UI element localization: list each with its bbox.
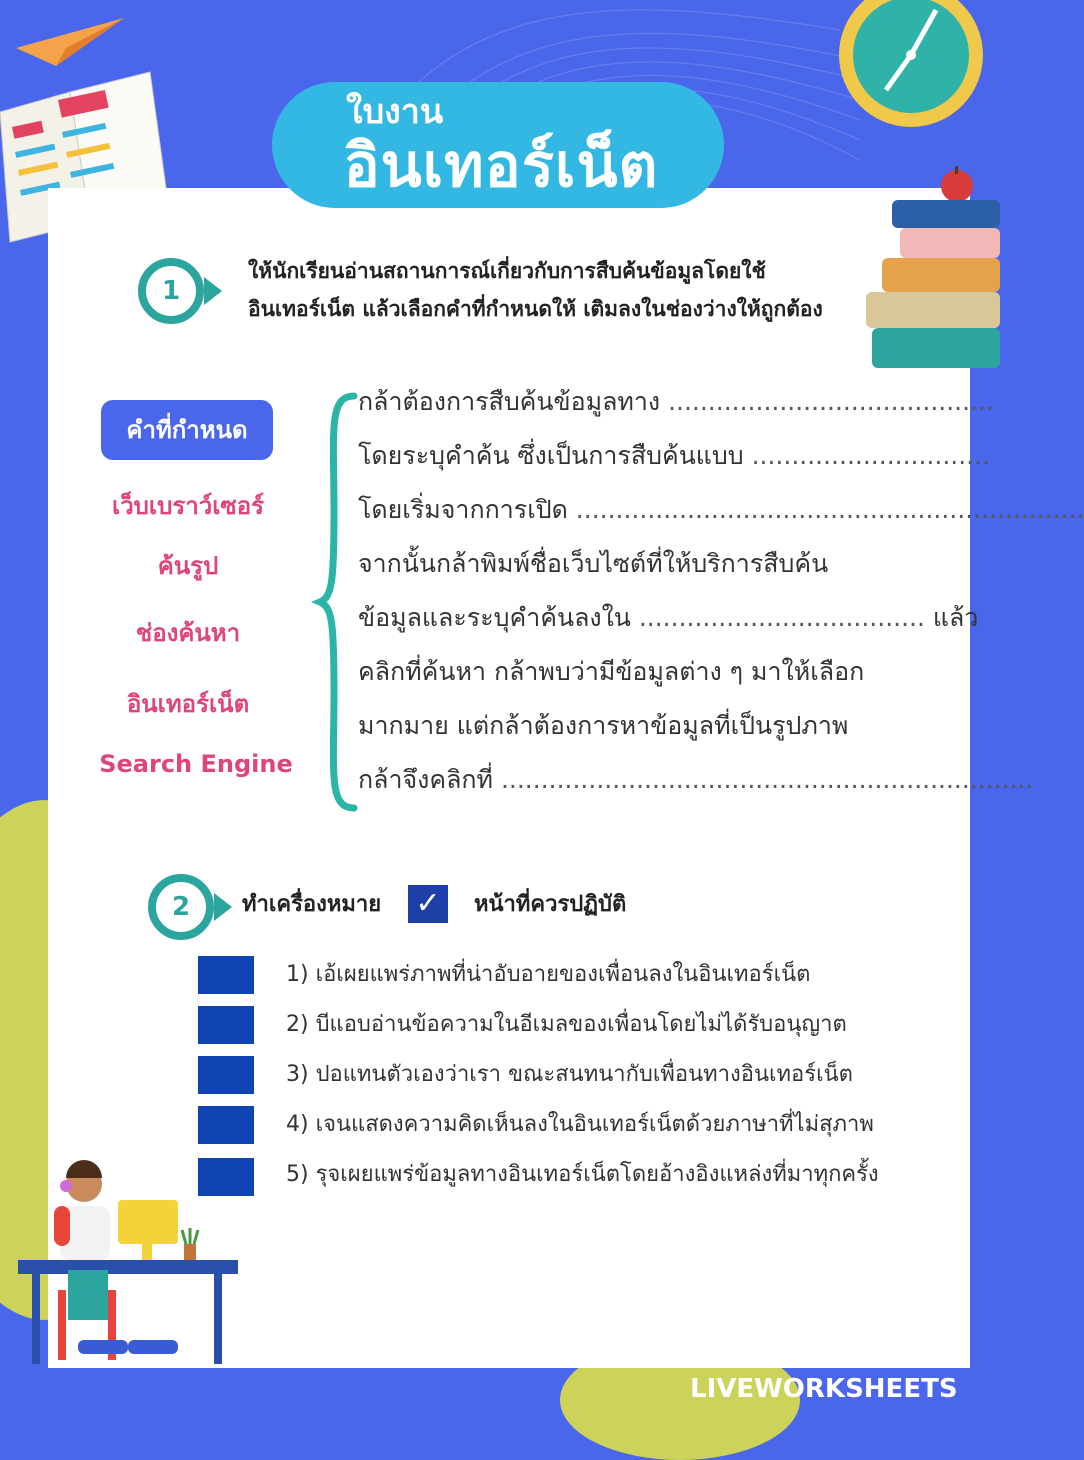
- blank-field[interactable]: ...................................................................: [500, 765, 1034, 794]
- keyword-item: อินเทอร์เน็ต: [126, 690, 250, 718]
- section-2-instruction-after: หน้าที่ควรปฏิบัติ: [474, 892, 627, 917]
- curly-brace-decoration: [318, 392, 358, 812]
- section-1-instruction-line-1: ให้นักเรียนอ่านสถานการณ์เกี่ยวกับการสืบค้นข้อมูลโดยใช้: [248, 259, 766, 283]
- keyword-item: ค้นรูป: [157, 552, 219, 580]
- passage-line-1: กล้าต้องการสืบค้นข้อมูลทาง .........................................: [358, 387, 994, 416]
- worksheet-label: ใบงาน: [346, 92, 444, 132]
- section-1-number-badge: 1: [138, 258, 204, 324]
- answer-checkbox-4[interactable]: [198, 1106, 254, 1144]
- statement-item-5: 5) รุจเผยแพร่ข้อมูลทางอินเทอร์เน็ตโดยอ้างอิงแหล่งที่มาทุกครั้ง: [286, 1162, 879, 1187]
- blank-field[interactable]: ....................................: [638, 603, 925, 632]
- section-2-badge-pointer: [214, 893, 232, 921]
- statement-item-4: 4) เจนแสดงความคิดเห็นลงในอินเทอร์เน็ตด้วยภาษาที่ไม่สุภาพ: [286, 1112, 874, 1137]
- passage-line-8: กล้าจึงคลิกที่ ...................................................................: [358, 765, 1034, 794]
- answer-checkbox-1[interactable]: [198, 956, 254, 994]
- statement-item-3: 3) ปอแทนตัวเองว่าเรา ขณะสนทนากับเพื่อนทางอินเทอร์เน็ต: [286, 1062, 853, 1087]
- statement-item-2: 2) บีแอบอ่านข้อความในอีเมลของเพื่อนโดยไม่ได้รับอนุญาต: [286, 1012, 847, 1037]
- blank-field[interactable]: ................................................................: [575, 495, 1084, 524]
- passage-line-7: มากมาย แต่กล้าต้องการหาข้อมูลที่เป็นรูปภาพ: [358, 711, 849, 740]
- keyword-box-label: คำที่กำหนด: [101, 400, 273, 460]
- student-at-computer-icon: [18, 1160, 258, 1375]
- liveworksheets-brand: LIVEWORKSHEETS: [690, 1374, 958, 1404]
- passage-line-5: ข้อมูลและระบุคำค้นลงใน .................................... แล้ว: [358, 603, 979, 632]
- passage-line-4: จากนั้นกล้าพิมพ์ชื่อเว็บไซต์ที่ให้บริการสืบค้น: [358, 549, 829, 578]
- passage-line-3: โดยเริ่มจากการเปิด ................................................................: [358, 495, 1084, 524]
- blank-field[interactable]: .........................................: [668, 387, 994, 416]
- blank-field[interactable]: ..............................: [751, 441, 990, 470]
- answer-checkbox-2[interactable]: [198, 1006, 254, 1044]
- section-2-instruction-before: ทำเครื่องหมาย: [242, 892, 382, 917]
- section-1-instruction-line-2: อินเทอร์เน็ต แล้วเลือกคำที่กำหนดให้ เติมลงในช่องว่างให้ถูกต้อง: [248, 297, 823, 321]
- page-title: อินเทอร์เน็ต: [343, 131, 659, 201]
- clock-icon: [836, 0, 986, 130]
- check-mark-icon: ✓: [408, 885, 448, 923]
- answer-checkbox-3[interactable]: [198, 1056, 254, 1094]
- statement-item-1: 1) เอ้เผยแพร่ภาพที่น่าอับอายของเพื่อนลงในอินเทอร์เน็ต: [286, 962, 811, 987]
- paper-plane-icon: [16, 8, 126, 68]
- passage-line-6: คลิกที่ค้นหา กล้าพบว่ามีข้อมูลต่าง ๆ มาให้เลือก: [358, 657, 865, 686]
- passage-line-2: โดยระบุคำค้น ซึ่งเป็นการสืบค้นแบบ ..............................: [358, 441, 990, 470]
- section-1-badge-pointer: [204, 277, 222, 305]
- keyword-item: ช่องค้นหา: [135, 619, 241, 647]
- keyword-item: เว็บเบราว์เซอร์: [112, 492, 264, 520]
- section-2-number-badge: 2: [148, 874, 214, 940]
- keyword-item: Search Engine: [99, 750, 293, 778]
